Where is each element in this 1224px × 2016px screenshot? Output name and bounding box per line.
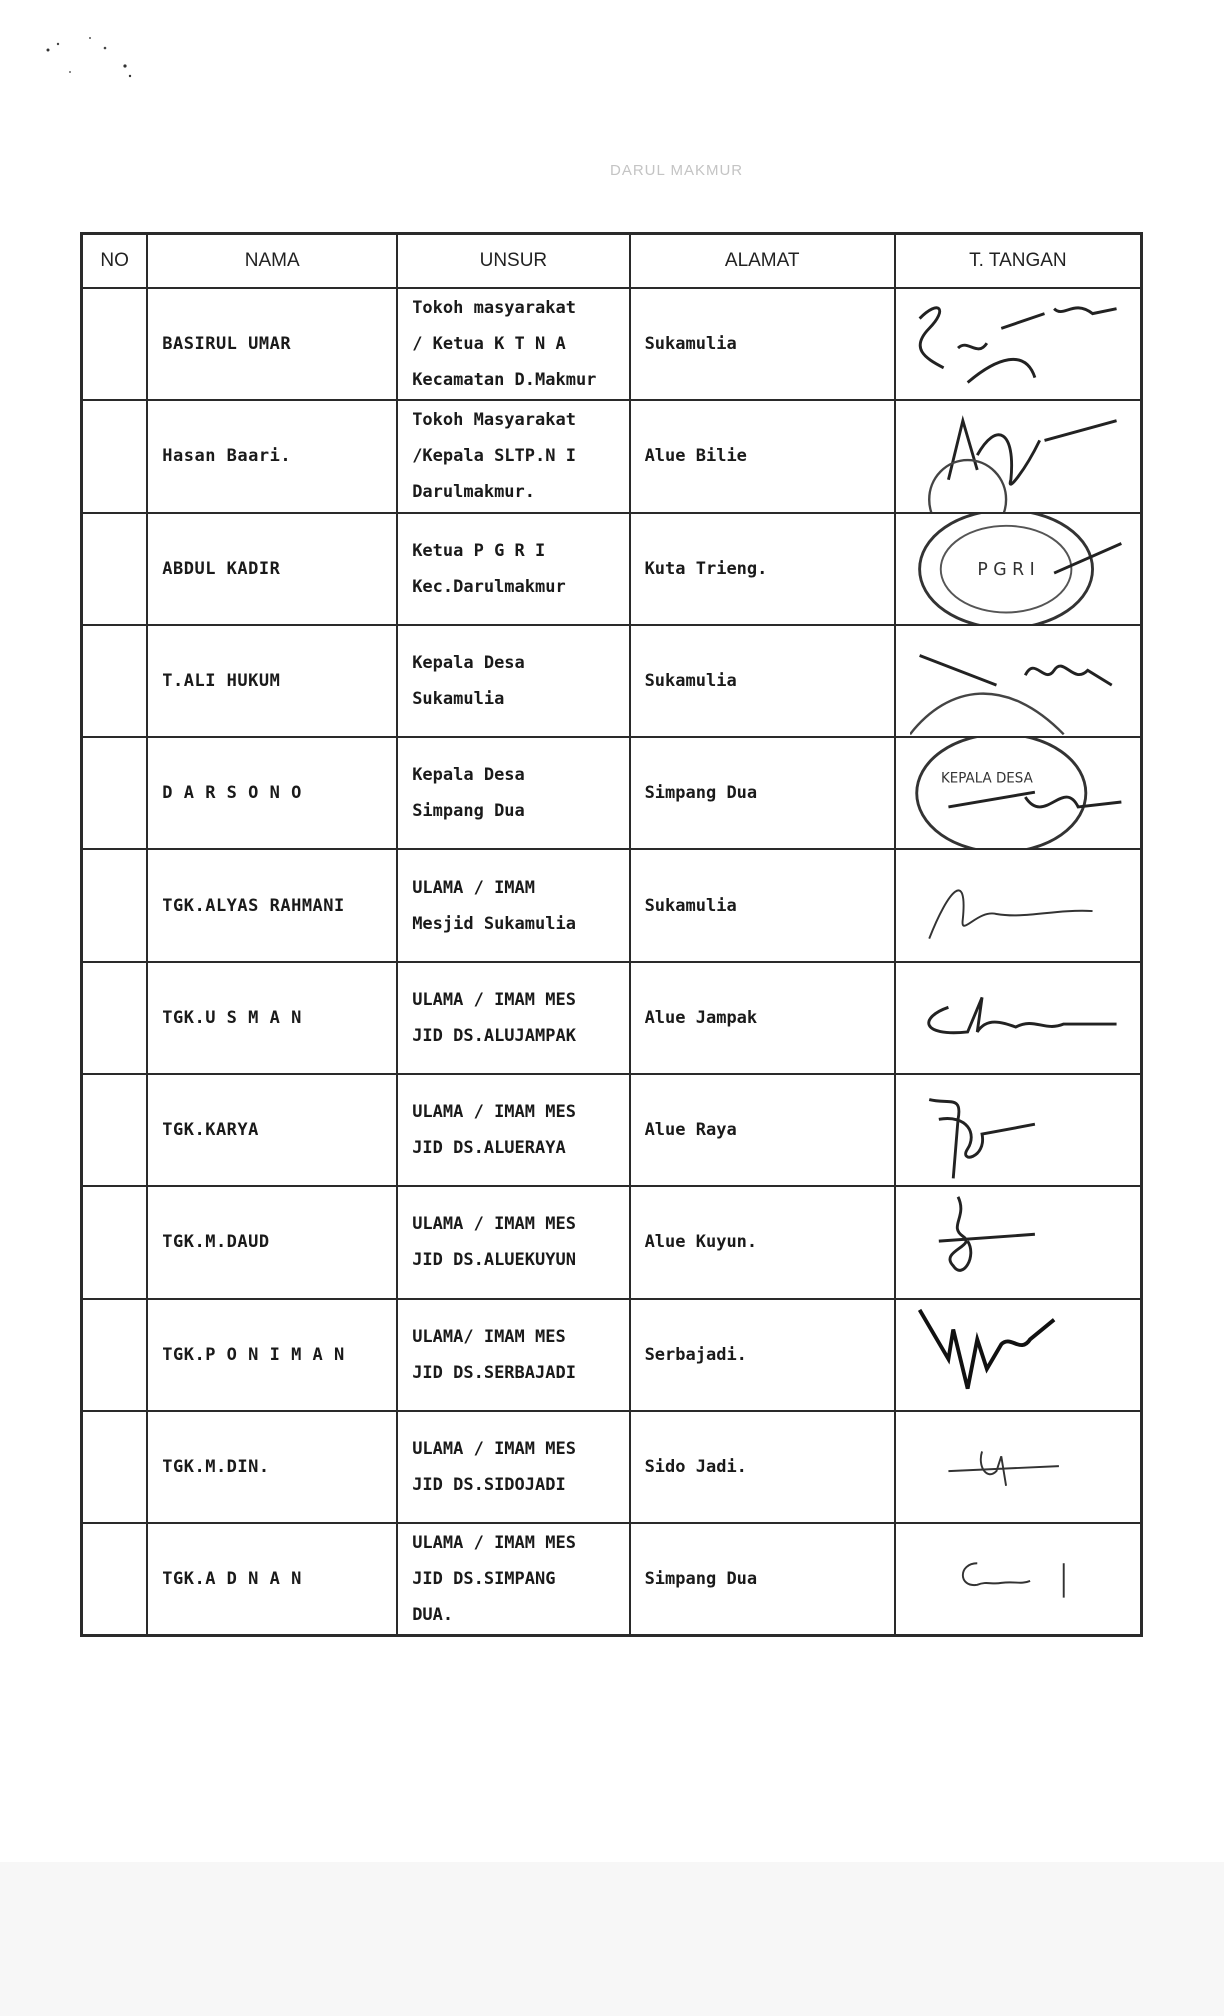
unsur-cell: Tokoh masyarakat / Ketua K T N A Kecamatan D.Makmur [397, 288, 629, 400]
signature-image [910, 1412, 1126, 1522]
unsur-cell: ULAMA / IMAM MES JID DS.ALUERAYA [397, 1074, 629, 1186]
unsur-cell: Kepala Desa Simpang Dua [397, 737, 629, 849]
stamp-desa-text: KEPALA DESA [940, 770, 1033, 787]
column-header-ttd: T. TANGAN [895, 234, 1142, 289]
signature-cell [895, 737, 1142, 849]
alamat-cell: Kuta Trieng. [630, 513, 895, 625]
alamat-cell: Simpang Dua [630, 1523, 895, 1635]
no-cell [82, 962, 148, 1074]
nama-cell: TGK.ALYAS RAHMANI [147, 849, 397, 961]
table-row [82, 737, 1142, 849]
signature-image [910, 850, 1126, 960]
table-row [82, 1186, 1142, 1298]
alamat-cell: Alue Bilie [630, 400, 895, 512]
no-cell [82, 1074, 148, 1186]
alamat-cell: Serbajadi. [630, 1299, 895, 1411]
column-header-alamat: ALAMAT [630, 234, 895, 289]
column-header-no: NO [82, 234, 148, 289]
alamat-cell: Alue Kuyun. [630, 1186, 895, 1298]
stamp-pgri [910, 514, 1126, 624]
no-cell [82, 1299, 148, 1411]
alamat-cell: Alue Raya [630, 1074, 895, 1186]
alamat-cell: Sukamulia [630, 288, 895, 400]
signature-cell [895, 513, 1142, 625]
table-row [82, 625, 1142, 737]
table-row [82, 849, 1142, 961]
signature-cell [895, 1186, 1142, 1298]
nama-cell: D A R S O N O [147, 737, 397, 849]
no-cell [82, 1186, 148, 1298]
table-row [82, 400, 1142, 512]
no-cell [82, 849, 148, 961]
alamat-cell: Simpang Dua [630, 737, 895, 849]
unsur-cell: ULAMA/ IMAM MES JID DS.SERBAJADI [397, 1299, 629, 1411]
signature-image [910, 401, 1126, 511]
alamat-cell: Sukamulia [630, 625, 895, 737]
signature-cell [895, 849, 1142, 961]
nama-cell: TGK.P O N I M A N [147, 1299, 397, 1411]
unsur-cell: Tokoh Masyarakat /Kepala SLTP.N I Darulmakmur. [397, 400, 629, 512]
table-row [82, 288, 1142, 400]
table-row [82, 1411, 1142, 1523]
alamat-cell: Alue Jampak [630, 962, 895, 1074]
nama-cell: TGK.A D N A N [147, 1523, 397, 1635]
unsur-cell: ULAMA / IMAM MES JID DS.ALUJAMPAK [397, 962, 629, 1074]
scan-specks [30, 20, 150, 90]
signature-image [910, 1075, 1126, 1185]
nama-cell: ABDUL KADIR [147, 513, 397, 625]
column-header-nama: NAMA [147, 234, 397, 289]
no-cell [82, 625, 148, 737]
table-row [82, 1299, 1142, 1411]
nama-cell: Hasan Baari. [147, 400, 397, 512]
signature-cell [895, 1074, 1142, 1186]
table-header-row [82, 234, 1142, 289]
unsur-cell: ULAMA / IMAM Mesjid Sukamulia [397, 849, 629, 961]
no-cell [82, 1523, 148, 1635]
no-cell [82, 1411, 148, 1523]
table-row [82, 513, 1142, 625]
nama-cell: BASIRUL UMAR [147, 288, 397, 400]
no-cell [82, 513, 148, 625]
signature-cell [895, 1523, 1142, 1635]
signature-cell [895, 625, 1142, 737]
document-heading: DARUL MAKMUR [610, 162, 744, 179]
unsur-cell: Ketua P G R I Kec.Darulmakmur [397, 513, 629, 625]
nama-cell: T.ALI HUKUM [147, 625, 397, 737]
no-cell [82, 288, 148, 400]
column-header-unsur: UNSUR [397, 234, 629, 289]
signature-image [910, 1187, 1126, 1297]
signature-cell [895, 1299, 1142, 1411]
nama-cell: TGK.KARYA [147, 1074, 397, 1186]
signature-cell [895, 400, 1142, 512]
nama-cell: TGK.M.DIN. [147, 1411, 397, 1523]
alamat-cell: Sukamulia [630, 849, 895, 961]
attendance-table [80, 232, 1143, 1637]
table-row [82, 1074, 1142, 1186]
signature-image [910, 1524, 1126, 1634]
signature-cell [895, 1411, 1142, 1523]
signature-cell [895, 288, 1142, 400]
nama-cell: TGK.U S M A N [147, 962, 397, 1074]
nama-cell: TGK.M.DAUD [147, 1186, 397, 1298]
table-row [82, 1523, 1142, 1635]
signature-image [910, 289, 1126, 399]
unsur-cell: ULAMA / IMAM MES JID DS.SIMPANG DUA. [397, 1523, 629, 1635]
no-cell [82, 400, 148, 512]
scan-bottom-band [0, 1862, 1224, 2016]
table-row [82, 962, 1142, 1074]
stamp-pgri-text: P G R I [977, 559, 1035, 580]
no-cell [82, 737, 148, 849]
unsur-cell: ULAMA / IMAM MES JID DS.ALUEKUYUN [397, 1186, 629, 1298]
stamp-kepala-desa [910, 738, 1126, 848]
signature-cell [895, 962, 1142, 1074]
unsur-cell: Kepala Desa Sukamulia [397, 625, 629, 737]
signature-image [910, 1300, 1126, 1410]
signature-image [910, 963, 1126, 1073]
unsur-cell: ULAMA / IMAM MES JID DS.SIDOJADI [397, 1411, 629, 1523]
alamat-cell: Sido Jadi. [630, 1411, 895, 1523]
signature-image [910, 626, 1126, 736]
